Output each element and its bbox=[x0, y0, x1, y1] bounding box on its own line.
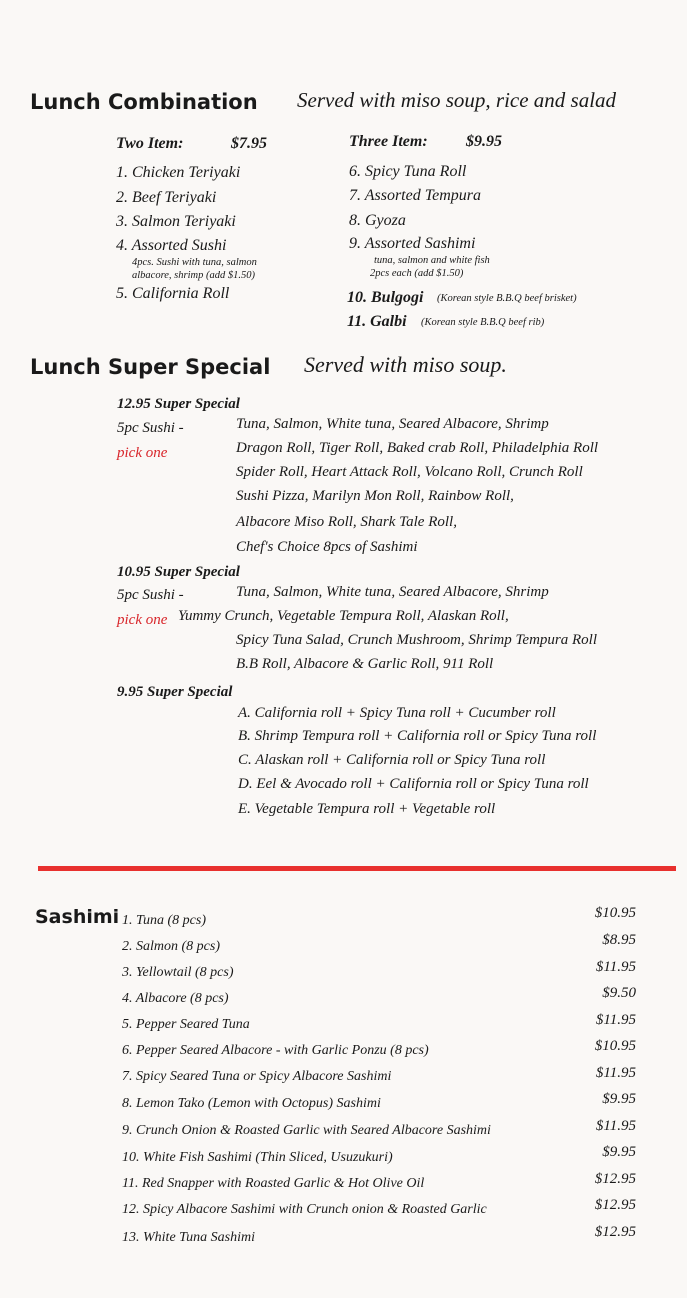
combo-item: 2. Beef Teriyaki bbox=[116, 189, 217, 206]
menu-item-name: 12. Spicy Albacore Sashimi with Crunch onion & Roasted Garlic bbox=[122, 1202, 487, 1217]
lunch-combination-subtitle: Served with miso soup, rice and salad bbox=[297, 88, 617, 112]
combo-item: 11. Galbi bbox=[347, 313, 407, 330]
special-line: A. California roll + Spicy Tuna roll + Cucumber roll bbox=[238, 705, 556, 721]
special-line: Albacore Miso Roll, Shark Tale Roll, bbox=[236, 514, 457, 530]
special-line: E. Vegetable Tempura roll + Vegetable roll bbox=[238, 801, 496, 817]
lunch-super-special-subtitle: Served with miso soup. bbox=[304, 352, 507, 377]
menu-item-price: $9.95 bbox=[602, 1144, 636, 1160]
combo-item-note: 2pcs each (add $1.50) bbox=[370, 268, 464, 279]
sushi-label: 5pc Sushi - bbox=[117, 587, 184, 603]
pick-one-label: pick one bbox=[117, 612, 168, 628]
menu-item-name: 10. White Fish Sashimi (Thin Sliced, Usuzukuri) bbox=[122, 1150, 393, 1165]
menu-item-name: 9. Crunch Onion & Roasted Garlic with Seared Albacore Sashimi bbox=[122, 1123, 491, 1138]
combo-item-note: tuna, salmon and white fish bbox=[374, 255, 490, 266]
menu-item-price: $8.95 bbox=[602, 932, 636, 948]
special-line: Dragon Roll, Tiger Roll, Baked crab Roll, Philadelphia Roll bbox=[236, 440, 599, 456]
menu-item-price: $11.95 bbox=[595, 1118, 636, 1134]
menu-item-name: 3. Yellowtail (8 pcs) bbox=[122, 965, 234, 980]
menu-item-name: 1. Tuna (8 pcs) bbox=[122, 913, 206, 928]
special-line: Tuna, Salmon, White tuna, Seared Albacore, Shrimp bbox=[236, 416, 549, 432]
special-line: Spicy Tuna Salad, Crunch Mushroom, Shrimp Tempura Roll bbox=[236, 632, 597, 648]
two-item-price: $7.95 bbox=[231, 135, 267, 152]
combo-item: 4. Assorted Sushi bbox=[116, 237, 227, 254]
combo-item: 10. Bulgogi bbox=[347, 289, 424, 306]
menu-item-name: 5. Pepper Seared Tuna bbox=[122, 1017, 250, 1032]
special-line: B.B Roll, Albacore & Garlic Roll, 911 Roll bbox=[236, 656, 494, 672]
special-line: Chef's Choice 8pcs of Sashimi bbox=[236, 539, 418, 555]
special-line: Sushi Pizza, Marilyn Mon Roll, Rainbow Roll, bbox=[236, 488, 514, 504]
special-heading: 9.95 Super Special bbox=[117, 684, 233, 700]
menu-item-name: 11. Red Snapper with Roasted Garlic & Hot Olive Oil bbox=[122, 1176, 425, 1191]
combo-item: 9. Assorted Sashimi bbox=[349, 235, 476, 252]
menu-item-price: $12.95 bbox=[594, 1197, 636, 1213]
menu-item-price: $10.95 bbox=[594, 905, 636, 921]
combo-item: 8. Gyoza bbox=[349, 212, 406, 229]
special-line: Yummy Crunch, Vegetable Tempura Roll, Alaskan Roll, bbox=[178, 608, 509, 624]
special-heading: 12.95 Super Special bbox=[117, 396, 240, 412]
three-item-price: $9.95 bbox=[466, 133, 502, 150]
combo-item-note: albacore, shrimp (add $1.50) bbox=[132, 270, 255, 281]
special-line: Spider Roll, Heart Attack Roll, Volcano Roll, Crunch Roll bbox=[236, 464, 583, 480]
special-line: D. Eel & Avocado roll + California roll or Spicy Tuna roll bbox=[238, 776, 589, 792]
pick-one-label: pick one bbox=[117, 445, 168, 461]
combo-item: 3. Salmon Teriyaki bbox=[116, 213, 236, 230]
menu-item-name: 2. Salmon (8 pcs) bbox=[122, 939, 220, 954]
sushi-label: 5pc Sushi - bbox=[117, 420, 184, 436]
menu-item-price: $9.50 bbox=[602, 985, 636, 1001]
combo-item: 7. Assorted Tempura bbox=[349, 187, 482, 204]
special-heading: 10.95 Super Special bbox=[117, 564, 240, 580]
special-line: C. Alaskan roll + California roll or Spicy Tuna roll bbox=[238, 752, 546, 768]
combo-item-note: 4pcs. Sushi with tuna, salmon bbox=[132, 257, 257, 268]
menu-item-price: $12.95 bbox=[594, 1171, 636, 1187]
three-item-label: Three Item: bbox=[349, 133, 428, 150]
combo-item: 6. Spicy Tuna Roll bbox=[349, 163, 467, 180]
menu-item-price: $10.95 bbox=[594, 1038, 636, 1054]
menu-item-price: $11.95 bbox=[595, 1012, 636, 1028]
lunch-super-special-title: Lunch Super Special bbox=[30, 355, 271, 379]
combo-item: 5. California Roll bbox=[116, 285, 230, 302]
lunch-combination-title: Lunch Combination bbox=[30, 90, 258, 114]
special-line: B. Shrimp Tempura roll + California roll or Spicy Tuna roll bbox=[238, 728, 597, 744]
combo-item-note: (Korean style B.B.Q beef rib) bbox=[421, 317, 545, 328]
combo-item-note: (Korean style B.B.Q beef brisket) bbox=[437, 293, 577, 304]
menu-item-name: 6. Pepper Seared Albacore - with Garlic Ponzu (8 pcs) bbox=[122, 1043, 429, 1058]
menu-item-name: 7. Spicy Seared Tuna or Spicy Albacore Sashimi bbox=[122, 1069, 392, 1084]
menu-item-name: 8. Lemon Tako (Lemon with Octopus) Sashimi bbox=[122, 1096, 381, 1111]
combo-item: 1. Chicken Teriyaki bbox=[116, 164, 241, 181]
special-line: Tuna, Salmon, White tuna, Seared Albacore, Shrimp bbox=[236, 584, 549, 600]
menu-item-price: $11.95 bbox=[595, 959, 636, 975]
menu-item-price: $11.95 bbox=[595, 1065, 636, 1081]
menu-item-price: $12.95 bbox=[594, 1224, 636, 1240]
menu-item-name: 4. Albacore (8 pcs) bbox=[122, 991, 229, 1006]
two-item-label: Two Item: bbox=[116, 135, 184, 152]
menu-item-name: 13. White Tuna Sashimi bbox=[122, 1230, 256, 1245]
menu-item-price: $9.95 bbox=[602, 1091, 636, 1107]
section-divider bbox=[38, 866, 676, 871]
sashimi-title: Sashimi bbox=[35, 906, 120, 928]
